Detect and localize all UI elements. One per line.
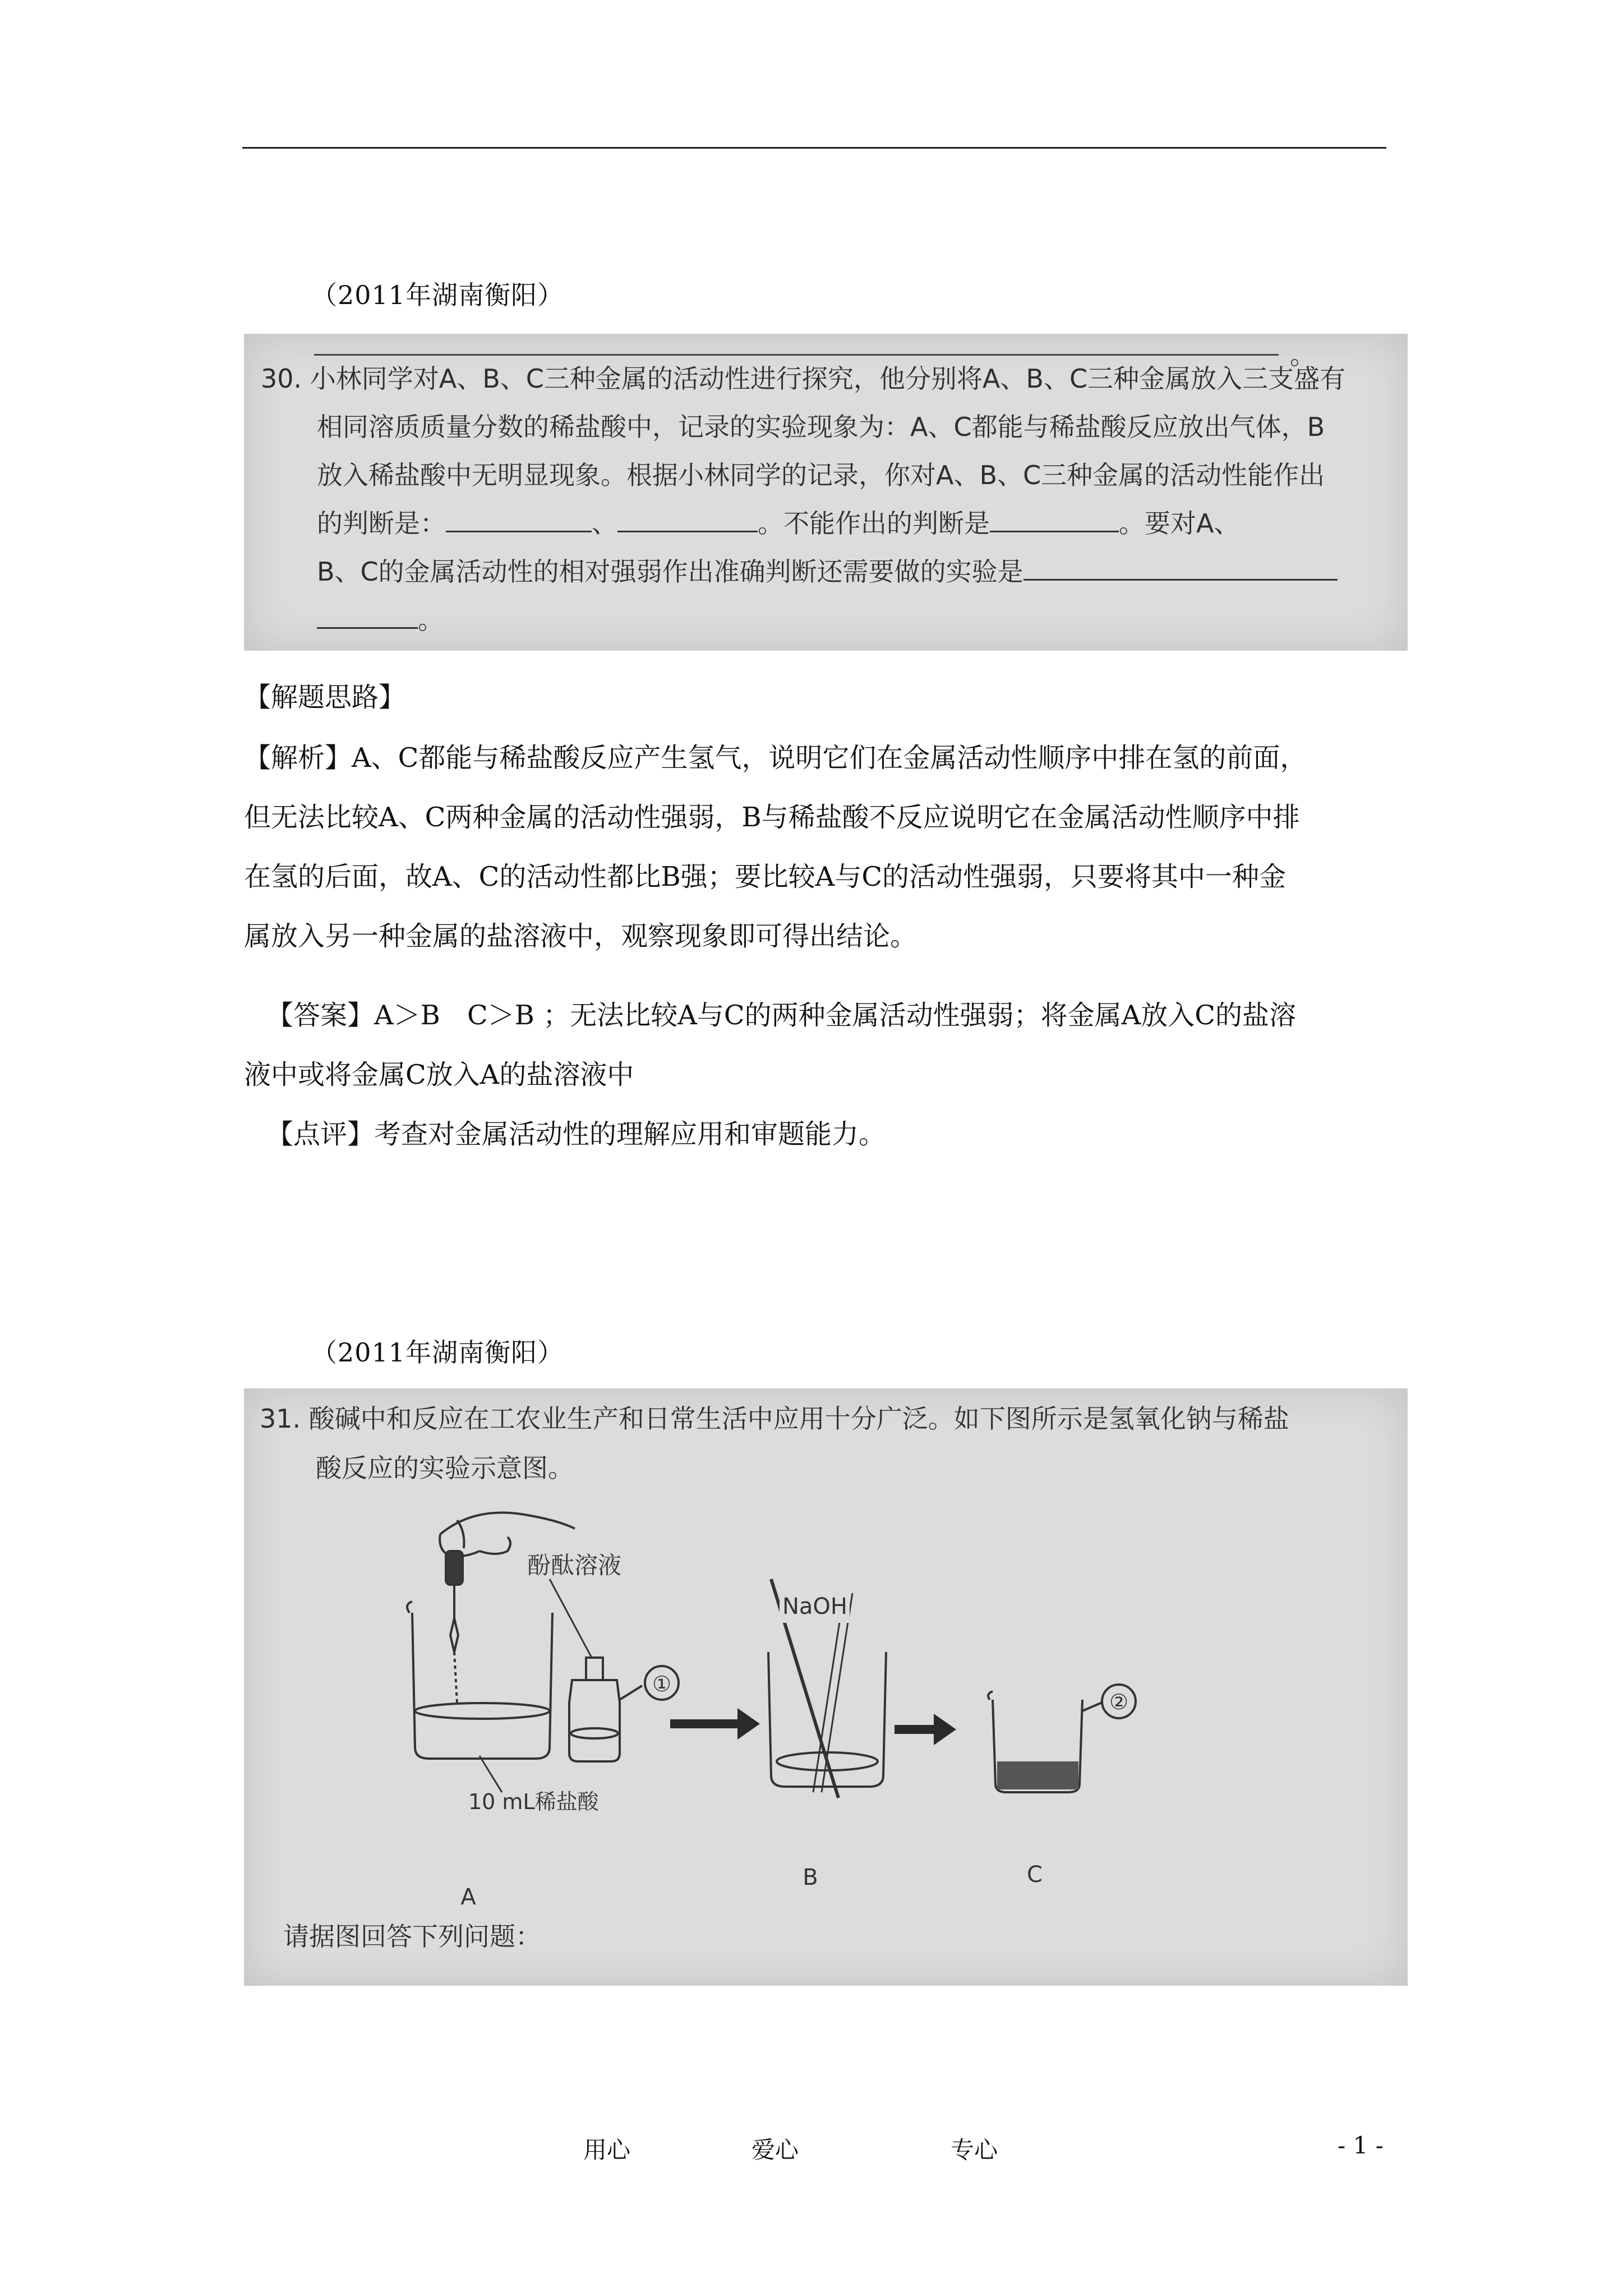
analysis-line-2: 但无法比较A、C两种金属的活动性强弱，B与稀盐酸不反应说明它在金属活动性顺序中排 — [244, 802, 1300, 833]
acid-label: 10 mL稀盐酸 — [468, 1789, 599, 1814]
q30-judgement-prefix: 的判断是： — [317, 508, 446, 539]
experiment-figure — [244, 1388, 1408, 1986]
q31-line-2: 酸反应的实验示意图。 — [316, 1453, 574, 1483]
q30-experiment-prompt: B、C的金属活动性的相对强弱作出准确判断还需要做的实验是 — [317, 556, 1023, 587]
q30-line-3: 放入稀盐酸中无明显现象。根据小林同学的记录，你对A、B、C三种金属的活动性能作出 — [317, 460, 1325, 490]
page-number: - 1 - — [1338, 2132, 1384, 2159]
panel-a-label: A — [460, 1884, 476, 1910]
q30-sep: 、 — [592, 508, 617, 539]
hand-dropper-illustration — [440, 1513, 575, 1652]
indicator-bottle-illustration — [550, 1579, 642, 1761]
answer-blank-4[interactable] — [1023, 556, 1338, 581]
analysis-line-3: 在氢的后面，故A、C的活动性都比B强；要比较A与C的活动性强弱，只要将其中一种金 — [244, 861, 1287, 892]
source-label-2: （2011年湖南衡阳） — [311, 1337, 564, 1368]
answer-line-1: 【答案】A＞B C＞B ；无法比较A与C的两种金属活动性强弱；将金属A放入C的盐溶 — [266, 1000, 1296, 1031]
footer-item-1: 用心 — [583, 2136, 631, 2164]
question-31-scan — [244, 1388, 1408, 1986]
footer-item-2: 爱心 — [751, 2136, 799, 2164]
panel-c-label: C — [1027, 1862, 1043, 1888]
footer-item-3: 专心 — [951, 2136, 998, 2164]
comment-line: 【点评】考查对金属活动性的理解应用和审题能力。 — [266, 1119, 886, 1150]
evaporated-residue — [997, 1761, 1078, 1789]
source-label-1: （2011年湖南衡阳） — [311, 280, 564, 310]
question-30-scan — [244, 334, 1408, 651]
dropper-bulb — [446, 1551, 463, 1585]
q31-line-1: 31. 酸碱中和反应在工农业生产和日常生活中应用十分广泛。如下图所示是氢氧化钠与稀盐 — [260, 1404, 1289, 1434]
analysis-line-4: 属放入另一种金属的盐溶液中，观察现象即可得出结论。 — [244, 921, 917, 952]
q30-to-a: 。要对A、 — [1119, 508, 1240, 539]
dropper-tube — [813, 1593, 852, 1792]
q30-line-5 — [317, 548, 1338, 595]
q30-line-6 — [317, 596, 444, 643]
arrow-a-to-b — [670, 1708, 760, 1740]
circle-2-label: ② — [1109, 1690, 1129, 1714]
solution-heading: 【解题思路】 — [244, 682, 406, 713]
q30-end: 。 — [418, 605, 444, 635]
naoh-label: NaOH — [782, 1594, 847, 1619]
q30-line-2: 相同溶质质量分数的稀盐酸中，记录的实验现象为：A、C都能与稀盐酸反应放出气体，B — [317, 412, 1325, 442]
answer-blank-3[interactable] — [990, 508, 1119, 532]
q30-cannot-judge: 。不能作出的判断是 — [758, 508, 990, 539]
answer-line-2: 液中或将金属C放入A的盐溶液中 — [244, 1059, 634, 1091]
answer-blank-1[interactable] — [446, 508, 592, 532]
arrow-b-to-c — [895, 1714, 956, 1745]
analysis-line-1: 【解析】A、C都能与稀盐酸反应产生氢气，说明它们在金属活动性顺序中排在氢的前面， — [244, 742, 1307, 774]
top-end-mark: 。 — [1290, 340, 1316, 370]
answer-blank-2[interactable] — [617, 508, 758, 532]
answer-blank-5[interactable] — [317, 605, 418, 629]
q30-line-1: 30. 小林同学对A、B、C三种金属的活动性进行探究，他分别将A、B、C三种金属放入三支盛有 — [261, 364, 1346, 394]
beaker-a-illustration — [407, 1602, 552, 1792]
header-rule — [242, 147, 1386, 149]
circle-1-label: ① — [652, 1672, 672, 1696]
q30-line-4 — [317, 500, 1239, 547]
panel-b-label: B — [803, 1865, 818, 1890]
q31-prompt: 请据图回答下列问题： — [283, 1921, 541, 1952]
phenolphthalein-label: 酚酞溶液 — [527, 1552, 622, 1579]
